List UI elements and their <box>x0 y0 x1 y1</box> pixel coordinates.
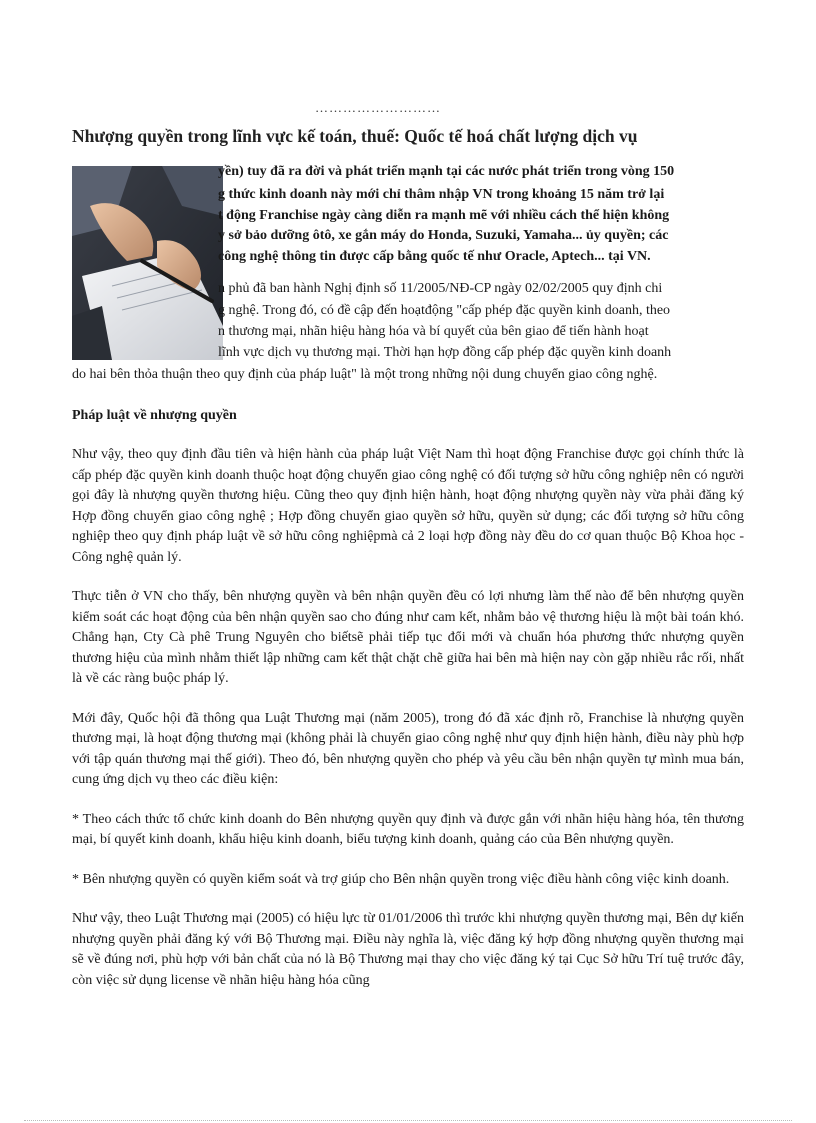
page-bottom-rule <box>24 1120 792 1121</box>
paragraph-1: Như vậy, theo quy định đầu tiên và hiện hành của pháp luật Việt Nam thì hoạt động Franchise được gọi chính thức là cấp phép đặc quyền kinh doanh thuộc hoạt động chuyển giao công nghệ có đối tượng sở hữu công nghiệp nên có người gọi đây là nhượng quyền thương hiệu. Cũng theo quy định hiện hành, hoạt động nhượng quyền này vừa phải đăng ký Hợp đồng chuyển giao công nghệ ; Hợp đồng chuyển giao quyền sở hữu, quyền sử dụng; các đối tượng sở hữu công nghiệp theo quy định pháp luật về sở hữu công nghiệpmà cả 2 loại hợp đồng này đều do cơ quan thuộc Bộ Khoa học - Công nghệ quản lý. <box>72 447 744 565</box>
paragraph-2: Thực tiễn ở VN cho thấy, bên nhượng quyền và bên nhận quyền đều có lợi nhưng làm thế nào để bên nhượng quyền kiểm soát các hoạt động của bên nhận quyền sao cho đúng như cam kết, nhằm bảo vệ thương hiệu là một bài toán khó. Chẳng hạn, Cty Cà phê Trung Nguyên cho biếtsẽ phải tiếp tục đổi mới và chuẩn hóa phương thức nhượng quyền thương hiệu của mình nhằm thiết lập những cam kết thật chặt chẽ giữa hai bên mà hiện nay còn gặp nhiều rắc rối, nhất là về các ràng buộc pháp lý. <box>72 589 744 686</box>
intro-line-1: n phủ đã ban hành Nghị định số 11/2005/NĐ-CP ngày 02/02/2005 quy định chi <box>218 281 663 296</box>
signing-contract-photo-icon <box>72 166 223 360</box>
intro-line-4: lĩnh vực dịch vụ thương mại. Thời hạn hợp đồng cấp phép đặc quyền kinh doanh <box>218 345 672 360</box>
intro-bold-line-1: yền) tuy đã ra đời và phát triển mạnh tại các nước phát triển trong vòng 150 <box>218 164 675 179</box>
intro-line-2: g nghệ. Trong đó, có đề cập đến hoạtđộng "cấp phép đặc quyền kinh doanh, theo <box>218 303 671 318</box>
intro-line-3: n thương mại, nhãn hiệu hàng hóa và bí quyết của bên giao để tiến hành hoạt <box>218 324 649 339</box>
intro-line-5: do hai bên thỏa thuận theo quy định của pháp luật" là một trong những nội dung chuyển giao công nghệ. <box>72 367 658 382</box>
paragraph-6: Như vậy, theo Luật Thương mại (2005) có hiệu lực từ 01/01/2006 thì trước khi nhượng quyền thương mại, Bên dự kiến nhượng quyền phải đăng ký với Bộ Thương mại. Điều này nghĩa là, việc đăng ký hợp đồng nhượng quyền thương mại sẽ về đúng nơi, phù hợp với bản chất của nó là Bộ Thương mại thay cho việc đăng ký tại Cục Sở hữu Trí tuệ trước đây, còn việc sử dụng license về nhãn hiệu hàng hóa cũng <box>72 911 744 988</box>
intro-block <box>72 164 744 390</box>
intro-bold-line-5: công nghệ thông tin được cấp bằng quốc tế như Oracle, Aptech... tại VN. <box>218 249 651 264</box>
paragraph-5: * Bên nhượng quyền có quyền kiểm soát và trợ giúp cho Bên nhận quyền trong việc điều hành công việc kinh doanh. <box>72 871 730 887</box>
document-page <box>72 100 744 991</box>
intro-bold-line-3: t động Franchise ngày càng diễn ra mạnh mẽ với nhiều cách thể hiện không <box>218 208 670 223</box>
article-title: Nhượng quyền trong lĩnh vực kế toán, thuế: Quốc tế hoá chất lượng dịch vụ <box>72 126 638 146</box>
paragraph-4: * Theo cách thức tổ chức kinh doanh do Bên nhượng quyền quy định và được gắn với nhãn hiệu hàng hóa, tên thương mại, bí quyết kinh doanh, khẩu hiệu kinh doanh, biểu tượng kinh doanh, quảng cáo của Bên nhượng quyền. <box>72 811 744 847</box>
intro-bold-line-2: g thức kinh doanh này mới chỉ thâm nhập VN trong khoảng 15 năm trở lại <box>218 187 665 202</box>
intro-bold-line-4: y sở bảo dưỡng ôtô, xe gắn máy do Honda, Suzuki, Yamaha... ủy quyền; các <box>218 228 669 243</box>
article-photo <box>72 166 223 360</box>
paragraph-3: Mới đây, Quốc hội đã thông qua Luật Thương mại (năm 2005), trong đó đã xác định rõ, Franchise là nhượng quyền thương mại, là hoạt động thương mại (không phải là chuyển giao công nghệ như quy định hiện hành, điều này phù hợp với tập quán thương mại thế giới). Theo đó, bên nhượng quyền cho phép và yêu cầu bên nhận quyền tự mình mua bán, cung ứng dịch vụ theo các điều kiện: <box>72 710 744 787</box>
header-dots: ……………………… <box>315 100 441 115</box>
section-heading: Pháp luật về nhượng quyền <box>72 408 237 423</box>
